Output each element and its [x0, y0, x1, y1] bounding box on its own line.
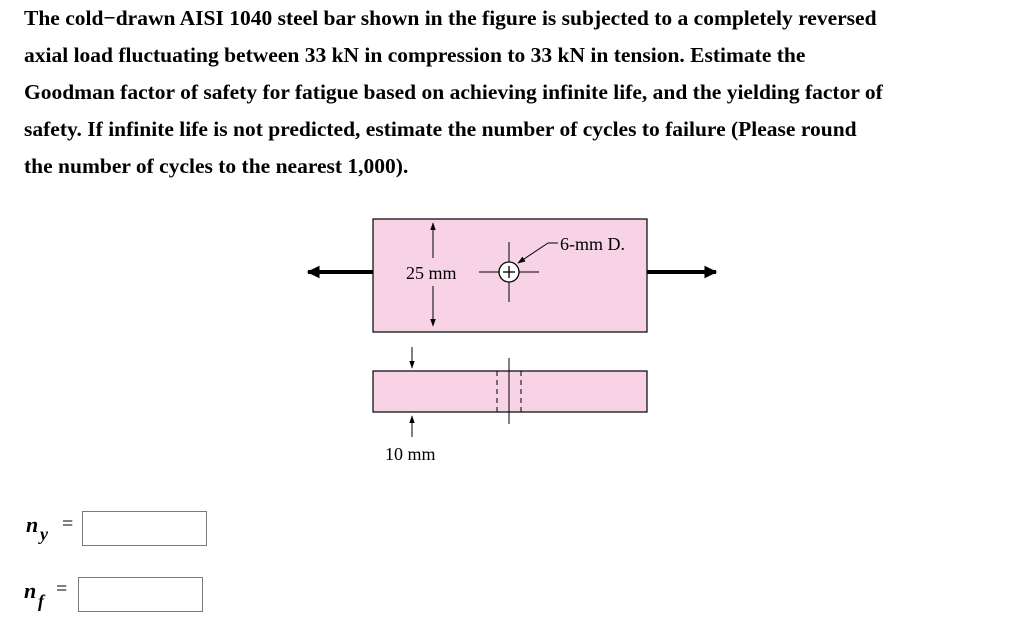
thickness-label: 10 mm	[385, 444, 436, 464]
nf-symbol: n	[24, 578, 37, 603]
problem-line: safety. If infinite life is not predicted, estimate the number of cycles to failure (Please round	[24, 117, 857, 141]
width-label: 25 mm	[406, 263, 457, 283]
ny-symbol: n	[26, 512, 39, 537]
ny-answer-input[interactable]	[82, 511, 207, 546]
problem-line: Goodman factor of safety for fatigue based on achieving infinite life, and the yielding factor of	[24, 80, 883, 104]
problem-line: the number of cycles to the nearest 1,000).	[24, 154, 409, 178]
ny-equals: =	[62, 513, 74, 535]
ny-subscript: y	[40, 524, 48, 544]
nf-equals: =	[56, 578, 68, 600]
nf-subscript: f	[38, 591, 44, 611]
problem-line: The cold−drawn AISI 1040 steel bar shown in the figure is subjected to a completely reversed	[24, 6, 877, 30]
problem-line: axial load fluctuating between 33 kN in compression to 33 kN in tension. Estimate the	[24, 43, 806, 67]
bar-side-view	[373, 371, 647, 412]
nf-answer-input[interactable]	[78, 577, 203, 612]
hole-diameter-label: 6-mm D.	[560, 234, 625, 254]
